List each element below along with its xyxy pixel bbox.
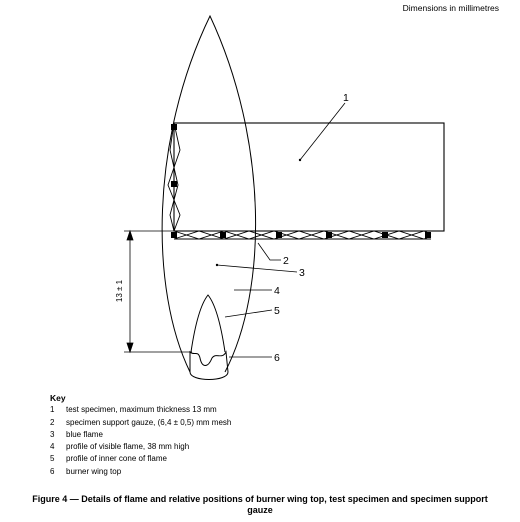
burner-wing-top — [190, 352, 228, 380]
figure-caption: Figure 4 — Details of flame and relative positions of burner wing top, test specimen and specimen support gauze — [32, 494, 488, 515]
key-item — [50, 404, 231, 416]
dimension-label: 13 ± 1 — [115, 279, 124, 303]
key-item — [50, 466, 231, 478]
callout-4: 4 — [274, 285, 280, 297]
key-item — [50, 429, 231, 441]
key-item — [50, 417, 231, 429]
dimensions-note: Dimensions in millimetres — [402, 3, 499, 13]
test-specimen — [174, 123, 444, 231]
key-item-number: 6 — [50, 466, 55, 476]
leader-lines — [217, 103, 345, 357]
key-item-number: 5 — [50, 454, 55, 464]
inner-cone-profile — [191, 295, 225, 352]
key-item-text: profile of visible flame, 38 mm high — [66, 442, 190, 452]
callout-2: 2 — [283, 255, 289, 267]
support-gauze — [174, 231, 431, 239]
dimension-13 — [124, 231, 192, 352]
key-item-number: 4 — [50, 442, 55, 452]
key-item — [50, 453, 231, 465]
key-item-text: blue flame — [66, 429, 103, 439]
callout-3: 3 — [299, 267, 305, 279]
key-item-number: 2 — [50, 417, 55, 427]
callout-5: 5 — [274, 305, 280, 317]
callout-6: 6 — [274, 352, 280, 364]
key-item-number: 3 — [50, 429, 55, 439]
visible-flame-profile — [162, 16, 255, 372]
key-item-text: specimen support gauze, (6,4 ± 0,5) mm mesh — [66, 417, 232, 427]
key-item — [50, 441, 231, 453]
key-item-text: burner wing top — [66, 466, 122, 476]
key-item-number: 1 — [50, 405, 55, 415]
key-legend — [50, 392, 231, 478]
gauze-wire-knots — [171, 124, 431, 238]
key-title: Key — [50, 393, 66, 403]
key-item-text: profile of inner cone of flame — [66, 454, 167, 464]
callout-1: 1 — [343, 92, 349, 104]
key-item-text: test specimen, maximum thickness 13 mm — [66, 405, 217, 415]
